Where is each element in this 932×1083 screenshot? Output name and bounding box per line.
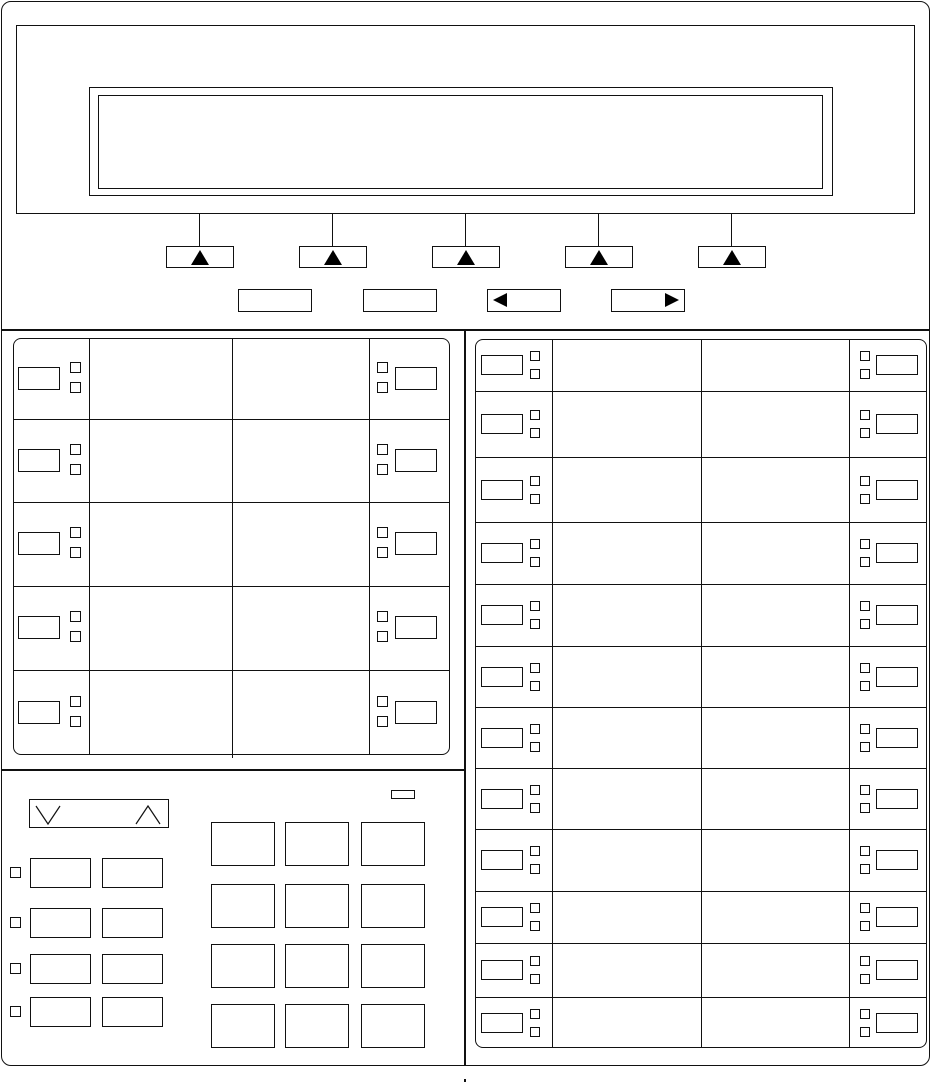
bank-left-key-9[interactable] <box>481 850 523 870</box>
bank-left-led-bottom-11 <box>530 974 540 984</box>
bank-right-led-top-9 <box>860 846 870 856</box>
bank-right-led-bottom-11 <box>860 974 870 984</box>
bank-left-led-top-11 <box>530 956 540 966</box>
left-line-led-top-5 <box>70 696 81 707</box>
softkey-3-stem <box>465 214 466 246</box>
right-line-key-4[interactable] <box>395 616 437 639</box>
bank-left-key-12[interactable] <box>481 1013 523 1033</box>
right-line-led-bottom-5 <box>377 716 388 727</box>
function-led-3 <box>10 963 21 974</box>
bank-left-led-top-5 <box>530 601 540 611</box>
scroll-left-button[interactable] <box>487 289 561 312</box>
dial-key-2[interactable] <box>285 822 349 866</box>
function-key-a-1[interactable] <box>30 858 91 888</box>
softkey-3-button[interactable] <box>432 246 500 268</box>
nav-button-2[interactable] <box>363 289 437 312</box>
triangle-up-icon <box>191 250 209 265</box>
scroll-right-button[interactable] <box>611 289 685 312</box>
bank-left-led-bottom-8 <box>530 803 540 813</box>
bank-right-key-3[interactable] <box>876 480 918 500</box>
bank-left-key-3[interactable] <box>481 480 523 500</box>
right-panel-row-divider <box>475 707 927 708</box>
triangle-up-icon <box>723 250 741 265</box>
right-line-led-bottom-3 <box>377 547 388 558</box>
bank-right-led-top-8 <box>860 785 870 795</box>
left-panel-row-divider <box>13 586 450 587</box>
left-panel-col-divider-2 <box>232 338 233 758</box>
function-key-a-2[interactable] <box>30 908 91 938</box>
softkey-1-button[interactable] <box>166 246 234 268</box>
bank-right-key-4[interactable] <box>876 543 918 563</box>
softkey-4-button[interactable] <box>565 246 633 268</box>
bank-left-key-4[interactable] <box>481 543 523 563</box>
right-panel-row-divider <box>475 457 927 458</box>
right-line-key-3[interactable] <box>395 532 437 555</box>
softkey-5-stem <box>731 214 732 246</box>
indicator-lamp <box>391 790 415 799</box>
bank-right-led-bottom-1 <box>860 369 870 379</box>
softkey-2-button[interactable] <box>299 246 367 268</box>
dial-key-12[interactable] <box>361 1004 425 1048</box>
left-line-key-5[interactable] <box>18 701 60 724</box>
right-line-key-1[interactable] <box>395 367 437 390</box>
bank-left-led-top-2 <box>530 410 540 420</box>
left-line-led-bottom-2 <box>70 464 81 475</box>
bank-right-led-top-5 <box>860 601 870 611</box>
bank-right-key-6[interactable] <box>876 667 918 687</box>
bank-right-led-top-10 <box>860 903 870 913</box>
bank-right-led-top-3 <box>860 476 870 486</box>
chevron-down-icon <box>36 806 60 824</box>
dial-key-4[interactable] <box>211 884 275 928</box>
chevron-up-icon <box>136 806 160 824</box>
right-line-led-top-2 <box>377 444 388 455</box>
function-key-b-2[interactable] <box>102 908 163 938</box>
right-line-led-bottom-4 <box>377 631 388 642</box>
bank-left-key-2[interactable] <box>481 414 523 434</box>
function-key-a-3[interactable] <box>30 954 91 984</box>
volume-icons <box>30 800 170 829</box>
bank-left-key-10[interactable] <box>481 907 523 927</box>
bank-right-key-8[interactable] <box>876 789 918 809</box>
bank-right-key-2[interactable] <box>876 414 918 434</box>
bank-left-led-top-6 <box>530 663 540 673</box>
bank-left-key-6[interactable] <box>481 667 523 687</box>
right-line-led-top-4 <box>377 611 388 622</box>
left-line-key-3[interactable] <box>18 532 60 555</box>
bank-right-led-bottom-6 <box>860 681 870 691</box>
left-line-key-1[interactable] <box>18 367 60 390</box>
bank-right-led-top-7 <box>860 724 870 734</box>
bank-right-key-7[interactable] <box>876 728 918 748</box>
bank-left-led-top-3 <box>530 476 540 486</box>
bank-left-led-top-12 <box>530 1009 540 1019</box>
left-line-led-top-4 <box>70 611 81 622</box>
function-key-a-4[interactable] <box>30 997 91 1027</box>
left-line-led-top-3 <box>70 527 81 538</box>
bank-right-led-top-11 <box>860 956 870 966</box>
bank-left-key-11[interactable] <box>481 960 523 980</box>
triangle-up-icon <box>590 250 608 265</box>
left-line-led-bottom-3 <box>70 547 81 558</box>
right-panel-col-divider-3 <box>849 339 850 1048</box>
softkey-4-stem <box>598 214 599 246</box>
bank-right-key-5[interactable] <box>876 605 918 625</box>
triangle-up-icon <box>457 250 475 265</box>
right-line-led-top-3 <box>377 527 388 538</box>
connector-mark <box>464 1079 466 1082</box>
bank-left-led-bottom-12 <box>530 1027 540 1037</box>
bank-left-led-top-4 <box>530 539 540 549</box>
bank-right-key-10[interactable] <box>876 907 918 927</box>
bank-right-key-1[interactable] <box>876 355 918 375</box>
right-panel-col-divider-2 <box>701 339 702 1048</box>
left-panel-col-divider-1 <box>89 338 90 755</box>
bank-right-led-bottom-4 <box>860 557 870 567</box>
dial-key-6[interactable] <box>361 884 425 928</box>
right-line-led-top-1 <box>377 362 388 373</box>
softkey-2-stem <box>332 214 333 246</box>
bank-left-led-top-1 <box>530 351 540 361</box>
bank-right-led-bottom-3 <box>860 494 870 504</box>
bank-left-led-bottom-3 <box>530 494 540 504</box>
right-panel-row-divider <box>475 768 927 769</box>
bank-right-led-top-4 <box>860 539 870 549</box>
nav-button-1[interactable] <box>238 289 312 312</box>
dial-key-1[interactable] <box>211 822 275 866</box>
function-led-4 <box>10 1006 21 1017</box>
dial-key-10[interactable] <box>211 1004 275 1048</box>
right-panel-row-divider <box>475 891 927 892</box>
bank-left-led-bottom-6 <box>530 681 540 691</box>
function-key-b-3[interactable] <box>102 954 163 984</box>
left-panel-row-divider <box>13 502 450 503</box>
dial-key-8[interactable] <box>285 944 349 988</box>
function-led-1 <box>10 867 21 878</box>
triangle-right-icon <box>665 293 679 307</box>
right-line-led-top-5 <box>377 696 388 707</box>
right-panel-row-divider <box>475 646 927 647</box>
section-divider-vertical <box>464 329 466 1066</box>
left-panel-row-divider <box>13 670 450 671</box>
bank-right-led-bottom-7 <box>860 742 870 752</box>
bank-right-led-top-1 <box>860 351 870 361</box>
bank-right-led-top-2 <box>860 410 870 420</box>
left-line-led-bottom-1 <box>70 382 81 393</box>
left-line-led-top-1 <box>70 362 81 373</box>
bank-left-led-top-8 <box>530 785 540 795</box>
bank-right-key-9[interactable] <box>876 850 918 870</box>
function-key-b-4[interactable] <box>102 997 163 1027</box>
bank-right-led-bottom-8 <box>860 803 870 813</box>
softkey-5-button[interactable] <box>698 246 766 268</box>
bank-left-led-bottom-7 <box>530 742 540 752</box>
right-panel-row-divider <box>475 997 927 998</box>
bank-left-led-bottom-4 <box>530 557 540 567</box>
bank-right-led-top-12 <box>860 1009 870 1019</box>
left-panel-col-divider-3 <box>369 338 370 755</box>
bank-left-led-bottom-1 <box>530 369 540 379</box>
right-panel-row-divider <box>475 943 927 944</box>
bank-right-led-bottom-12 <box>860 1027 870 1037</box>
dial-key-11[interactable] <box>285 1004 349 1048</box>
dial-key-7[interactable] <box>211 944 275 988</box>
bank-left-led-bottom-10 <box>530 921 540 931</box>
bank-right-led-bottom-10 <box>860 921 870 931</box>
right-panel-col-divider-1 <box>552 339 553 1048</box>
left-line-led-top-2 <box>70 444 81 455</box>
right-line-key-2[interactable] <box>395 449 437 472</box>
right-panel-row-divider <box>475 829 927 830</box>
lcd-screen <box>98 95 823 189</box>
bank-right-led-bottom-5 <box>860 619 870 629</box>
softkey-1-stem <box>199 214 200 246</box>
right-panel-row-divider <box>475 522 927 523</box>
right-line-key-5[interactable] <box>395 701 437 724</box>
bank-left-led-bottom-5 <box>530 619 540 629</box>
left-line-key-4[interactable] <box>18 616 60 639</box>
dial-key-9[interactable] <box>361 944 425 988</box>
bank-right-led-bottom-9 <box>860 864 870 874</box>
triangle-up-icon <box>324 250 342 265</box>
section-divider-left-bottom <box>1 769 464 771</box>
volume-control[interactable] <box>29 799 169 828</box>
right-line-led-bottom-2 <box>377 464 388 475</box>
bank-left-key-5[interactable] <box>481 605 523 625</box>
dial-key-3[interactable] <box>361 822 425 866</box>
bank-left-led-bottom-2 <box>530 428 540 438</box>
bank-right-key-12[interactable] <box>876 1013 918 1033</box>
bank-right-key-11[interactable] <box>876 960 918 980</box>
function-led-2 <box>10 917 21 928</box>
left-line-led-bottom-4 <box>70 631 81 642</box>
right-panel-row-divider <box>475 391 927 392</box>
bank-left-led-top-10 <box>530 903 540 913</box>
bank-left-led-bottom-9 <box>530 864 540 874</box>
bank-right-led-top-6 <box>860 663 870 673</box>
triangle-left-icon <box>493 293 507 307</box>
bank-left-led-top-9 <box>530 846 540 856</box>
bank-right-led-bottom-2 <box>860 428 870 438</box>
right-panel-row-divider <box>475 584 927 585</box>
bank-left-key-7[interactable] <box>481 728 523 748</box>
dial-key-5[interactable] <box>285 884 349 928</box>
right-line-led-bottom-1 <box>377 382 388 393</box>
bank-left-led-top-7 <box>530 724 540 734</box>
bank-left-key-1[interactable] <box>481 355 523 375</box>
left-line-key-2[interactable] <box>18 449 60 472</box>
function-key-b-1[interactable] <box>102 858 163 888</box>
bank-left-key-8[interactable] <box>481 789 523 809</box>
left-line-led-bottom-5 <box>70 716 81 727</box>
left-panel-row-divider <box>13 419 450 420</box>
